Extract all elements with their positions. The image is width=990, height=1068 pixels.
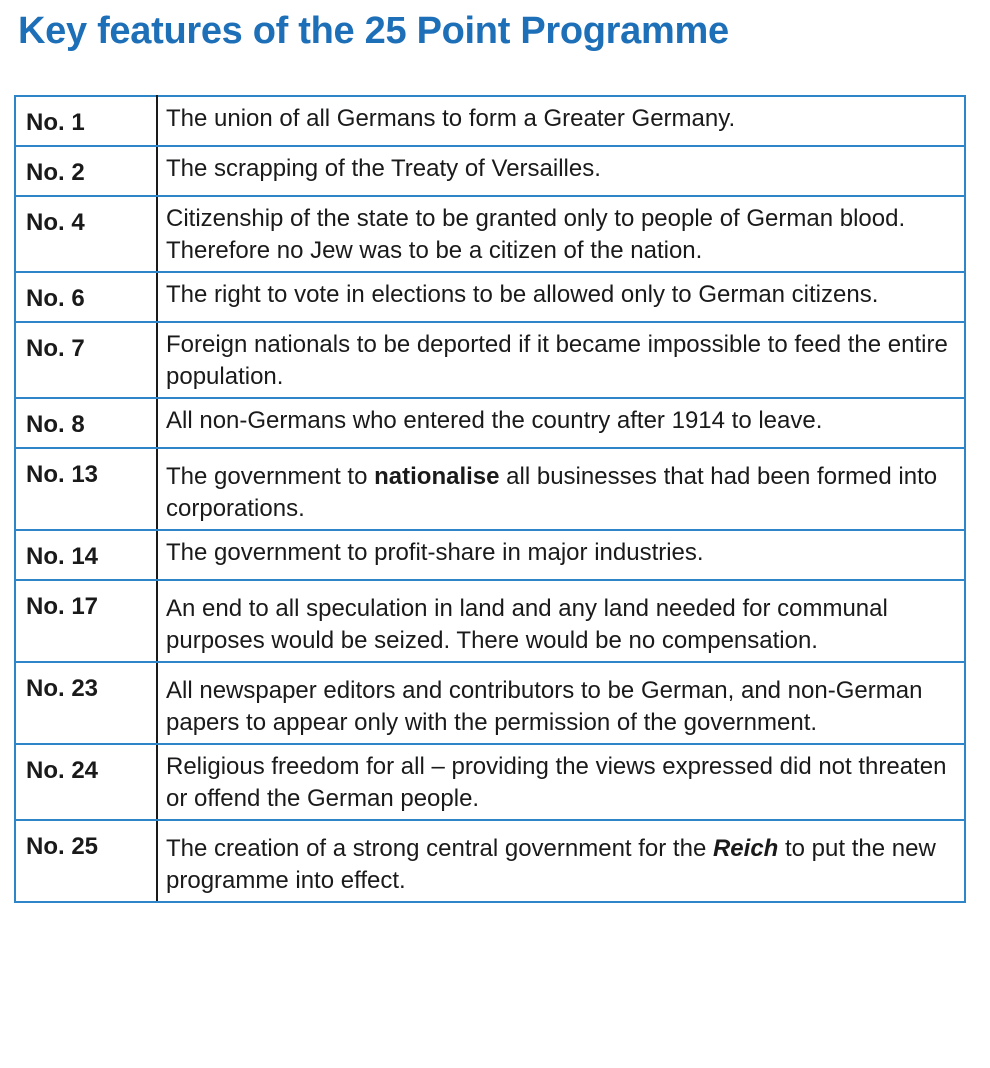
point-number: No. 17 — [15, 580, 157, 662]
point-number: No. 8 — [15, 398, 157, 448]
description-text: The union of all Germans to form a Greater Germany. — [166, 105, 736, 132]
point-number: No. 14 — [15, 530, 157, 580]
table-row — [15, 322, 965, 398]
description-text: The government to — [166, 463, 375, 490]
table-row — [15, 744, 965, 820]
point-description — [157, 580, 965, 662]
point-description — [157, 146, 965, 196]
description-text: The creation of a strong central government for the — [166, 835, 713, 862]
table-row — [15, 398, 965, 448]
description-text: The government to profit-share in major industries. — [166, 539, 704, 566]
point-number: No. 6 — [15, 272, 157, 322]
table-row — [15, 580, 965, 662]
description-text: An end to all speculation in land and any land needed for communal purposes would be seized. There would be no compensation. — [166, 595, 888, 654]
point-number: No. 24 — [15, 744, 157, 820]
description-text: Foreign nationals to be deported if it became impossible to feed the entire population. — [166, 331, 948, 390]
point-description — [157, 196, 965, 272]
point-number: No. 4 — [15, 196, 157, 272]
table-row — [15, 662, 965, 744]
point-number: No. 23 — [15, 662, 157, 744]
point-number: No. 2 — [15, 146, 157, 196]
description-text: All newspaper editors and contributors to be German, and non-German papers to appear only with the permission of the government. — [166, 677, 923, 736]
table-row — [15, 272, 965, 322]
point-number: No. 1 — [15, 96, 157, 146]
page-title: Key features of the 25 Point Programme — [18, 10, 729, 52]
table-row — [15, 196, 965, 272]
emphasis-text: Reich — [712, 835, 779, 862]
features-table — [14, 95, 966, 903]
point-description — [157, 398, 965, 448]
point-number: No. 25 — [15, 820, 157, 902]
point-description — [157, 96, 965, 146]
table-row — [15, 820, 965, 902]
description-text: The right to vote in elections to be allowed only to German citizens. — [166, 281, 879, 308]
point-number: No. 7 — [15, 322, 157, 398]
description-text: Religious freedom for all – providing the views expressed did not threaten or offend the German people. — [166, 753, 947, 812]
description-text: All non-Germans who entered the country after 1914 to leave. — [166, 407, 823, 434]
description-text: The scrapping of the Treaty of Versailles. — [166, 155, 601, 182]
description-text: Citizenship of the state to be granted only to people of German blood. Therefore no Jew was to be a citizen of the nation. — [166, 205, 906, 264]
table-row — [15, 146, 965, 196]
table-row — [15, 530, 965, 580]
description-text: to put the new programme into effect. — [166, 835, 936, 894]
point-description — [157, 322, 965, 398]
point-description — [157, 744, 965, 820]
point-number: No. 13 — [15, 448, 157, 530]
point-description — [157, 272, 965, 322]
point-description — [157, 820, 965, 902]
emphasis-text: nationalise — [374, 463, 500, 490]
table-row — [15, 448, 965, 530]
description-text: all businesses that had been formed into corporations. — [166, 463, 938, 522]
point-description — [157, 448, 965, 530]
table-row — [15, 96, 965, 146]
point-description — [157, 662, 965, 744]
features-table-body — [15, 96, 965, 902]
point-description — [157, 530, 965, 580]
